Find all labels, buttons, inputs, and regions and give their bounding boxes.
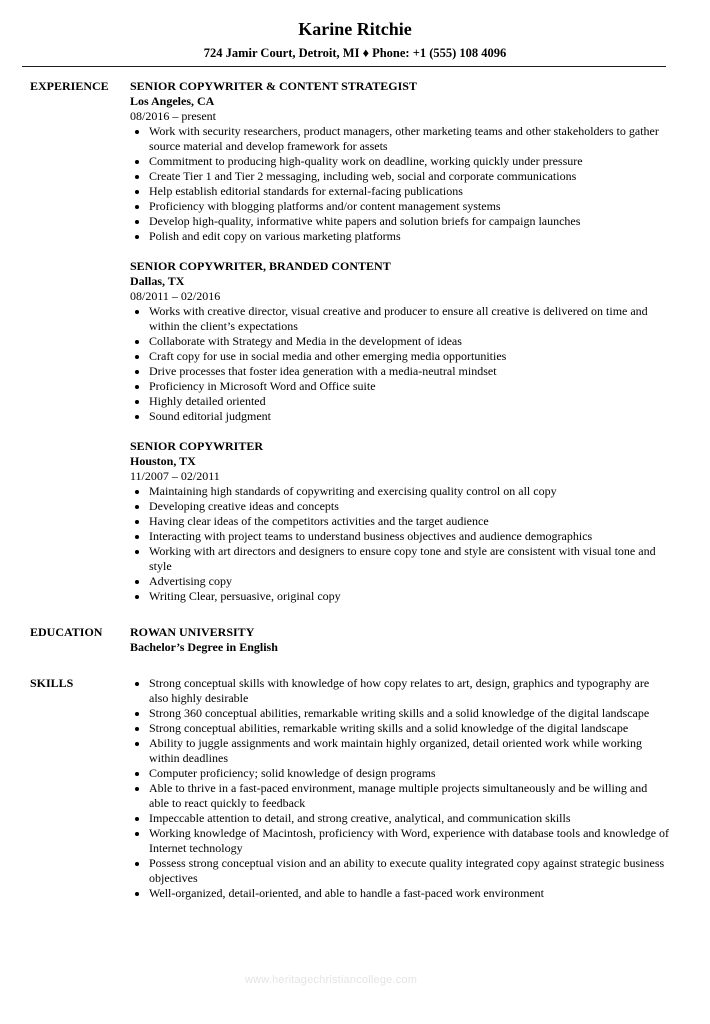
school-name: ROWAN UNIVERSITY [130,625,255,639]
job-bullet: • Writing Clear, persuasive, original copy [149,589,670,604]
job-dates: 08/2016 – present [130,109,216,123]
job-location: Los Angeles, CA [130,94,215,108]
job-bullet: • Develop high-quality, informative white papers and solution briefs for campaign launches [149,214,670,229]
job-entry [130,439,670,604]
job-bullet: • Working with art directors and designers to ensure copy tone and style are consistent with visual tone and style [149,544,670,574]
job-bullet: • Works with creative director, visual creative and producer to ensure all creative is delivered on time and within the client’s expectations [149,304,670,334]
education-section [30,625,670,676]
job-title: SENIOR COPYWRITER [130,439,264,453]
job-dates: 11/2007 – 02/2011 [130,469,220,483]
job-bullet: • Highly detailed oriented [149,394,670,409]
resume-header [0,0,710,62]
job-bullet: • Proficiency in Microsoft Word and Office suite [149,379,670,394]
contact-line: 724 Jamir Court, Detroit, MI ♦ Phone: +1 (555) 108 4096 [203,46,507,60]
skill-item: • Strong conceptual abilities, remarkable writing skills and a solid knowledge of the digital landscape [149,721,670,736]
job-bullet: • Craft copy for use in social media and other emerging media opportunities [149,349,670,364]
job-bullet: • Help establish editorial standards for external-facing publications [149,184,670,199]
job-bullet: • Collaborate with Strategy and Media in the development of ideas [149,334,670,349]
skill-item: • Working knowledge of Macintosh, proficiency with Word, experience with database tools and knowledge of Internet technology [149,826,670,856]
job-bullet: • Sound editorial judgment [149,409,670,424]
skill-item: • Strong 360 conceptual abilities, remarkable writing skills and a solid knowledge of the digital landscape [149,706,670,721]
skill-item: • Computer proficiency; solid knowledge of design programs [149,766,670,781]
experience-body [130,79,670,625]
job-bullet: • Commitment to producing high-quality work on deadline, working quickly under pressure [149,154,670,169]
job-bullets [130,304,670,424]
job-location: Dallas, TX [130,274,185,288]
skill-item: • Ability to juggle assignments and work maintain highly organized, detail oriented work while working within deadlines [149,736,670,766]
skill-item: • Well-organized, detail-oriented, and able to handle a fast-paced work environment [149,886,670,901]
job-bullet: • Polish and edit copy on various marketing platforms [149,229,670,244]
job-bullet: • Interacting with project teams to understand business objectives and audience demographics [149,529,670,544]
job-bullet: • Create Tier 1 and Tier 2 messaging, including web, social and corporate communications [149,169,670,184]
job-bullet: • Work with security researchers, product managers, other marketing teams and other stakeholders to gather source material and develop framework for assets [149,124,670,154]
skill-item: • Strong conceptual skills with knowledge of how copy relates to art, design, graphics and typography are also highly desirable [149,676,670,706]
candidate-name: Karine Ritchie [298,19,412,39]
job-entry [130,79,670,244]
education-body [130,625,670,655]
job-title: SENIOR COPYWRITER, BRANDED CONTENT [130,259,391,273]
skill-item: • Possess strong conceptual vision and an ability to execute quality integrated copy against strategic business objectives [149,856,670,886]
skill-item: • Able to thrive in a fast-paced environment, manage multiple projects simultaneously and be willing and able to react quickly to feedback [149,781,670,811]
header-divider [22,66,666,67]
job-entry [130,259,670,424]
skills-body [130,676,670,901]
job-bullet: • Developing creative ideas and concepts [149,499,670,514]
job-dates: 08/2011 – 02/2016 [130,289,221,303]
skill-item: • Impeccable attention to detail, and strong creative, analytical, and communication skills [149,811,670,826]
experience-heading: EXPERIENCE [30,79,109,93]
job-bullets [130,124,670,244]
job-bullet: • Having clear ideas of the competitors activities and the target audience [149,514,670,529]
job-bullet: • Advertising copy [149,574,670,589]
job-bullet: • Proficiency with blogging platforms and/or content management systems [149,199,670,214]
job-title: SENIOR COPYWRITER & CONTENT STRATEGIST [130,79,417,93]
watermark-text: www.heritagechristiancollege.com [245,974,418,986]
education-heading: EDUCATION [30,625,103,639]
skills-heading: SKILLS [30,676,74,690]
job-bullets [130,484,670,604]
skills-section [30,676,670,901]
degree-name: Bachelor’s Degree in English [130,640,278,654]
skills-list [130,676,670,901]
job-bullet: • Maintaining high standards of copywriting and exercising quality control on all copy [149,484,670,499]
job-bullet: • Drive processes that foster idea generation with a media-neutral mindset [149,364,670,379]
job-location: Houston, TX [130,454,196,468]
experience-section [30,79,670,625]
